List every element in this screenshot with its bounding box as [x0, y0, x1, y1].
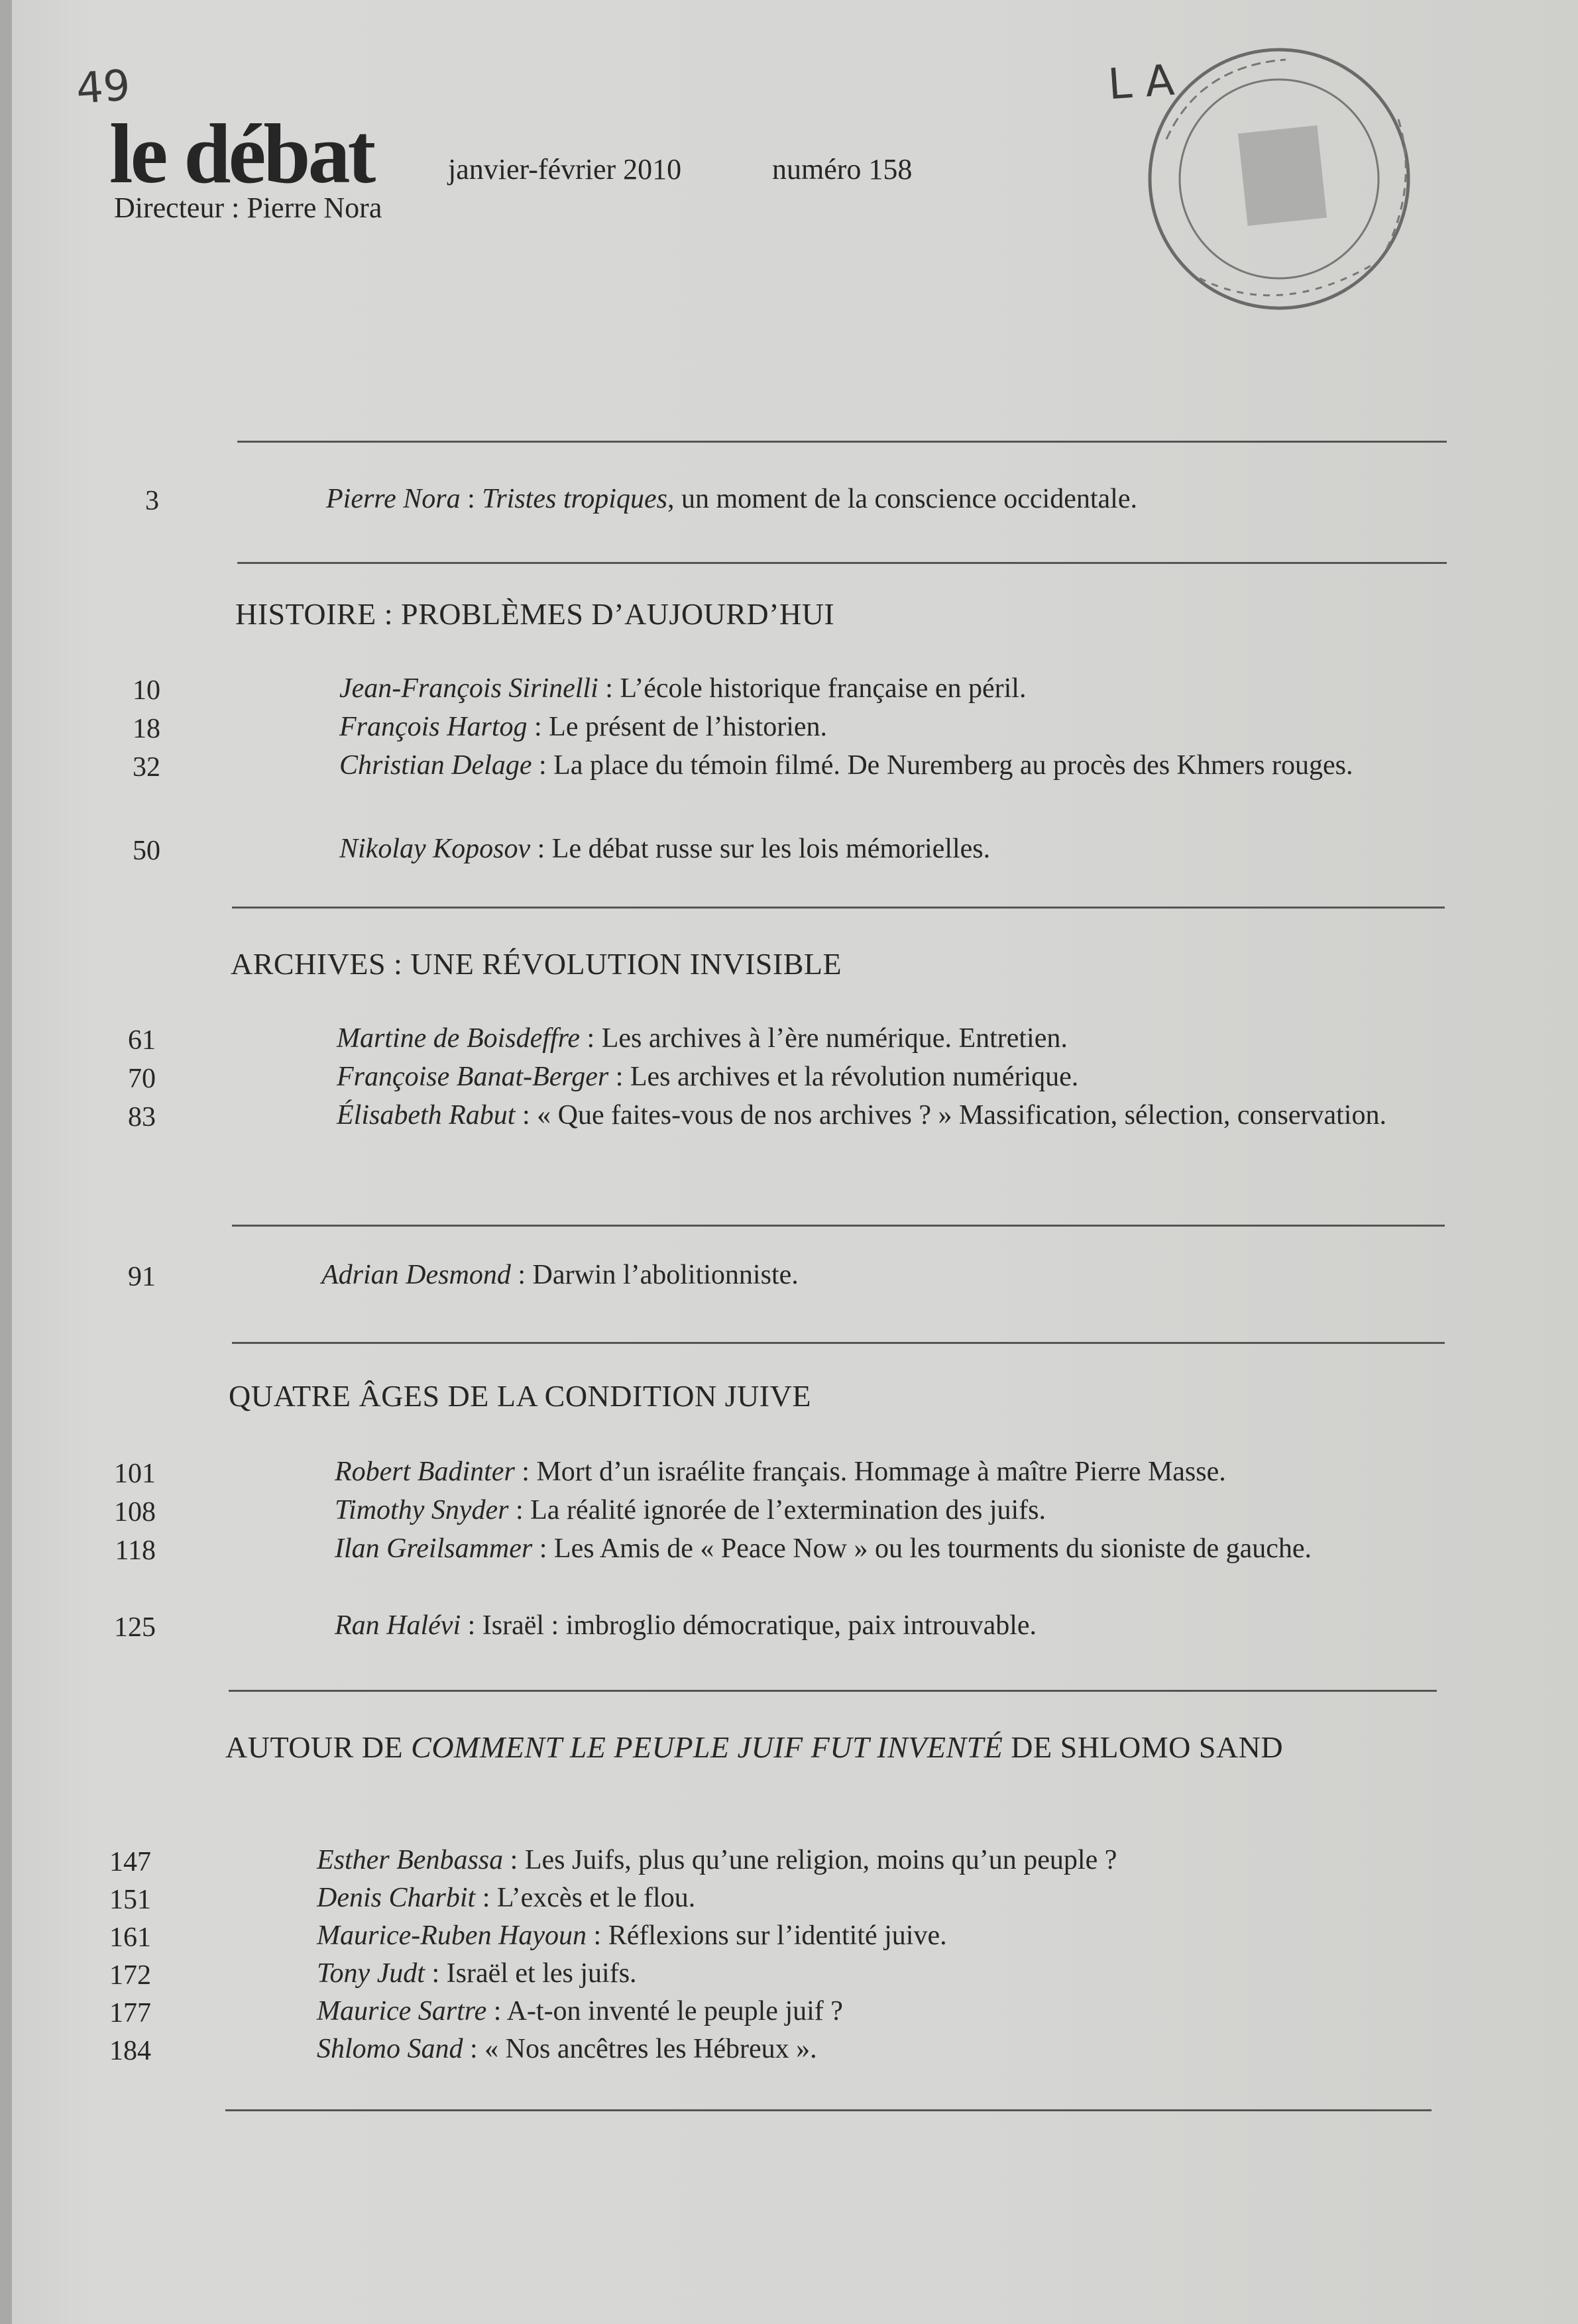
- toc-entry: [321, 1257, 1441, 1293]
- entry-page: 125: [114, 1612, 156, 1643]
- toc-entry: [339, 747, 1446, 783]
- entry-title: : « Nos ancêtres les Hébreux ».: [463, 2034, 817, 2064]
- issue-number: numéro 158: [772, 153, 913, 186]
- toc-entry: [339, 831, 1446, 867]
- entry-title: : L’école historique française en péril.: [598, 673, 1027, 704]
- entry-title: : « Que faites-vous de nos archives ? » Massification, sélection, conservation.: [515, 1100, 1386, 1131]
- entry-page: 108: [114, 1497, 156, 1527]
- entry-title: : Le présent de l’historien.: [527, 712, 828, 742]
- entry-page: 101: [114, 1459, 156, 1489]
- entry-title: , un moment de la conscience occidentale.: [667, 484, 1137, 514]
- entry-title: : Israël : imbroglio démocratique, paix introuvable.: [461, 1610, 1037, 1641]
- section-heading: QUATRE ÂGES DE LA CONDITION JUIVE: [229, 1379, 811, 1413]
- entry-title: : Les Amis de « Peace Now » ou les tourments du sioniste de gauche.: [532, 1533, 1312, 1564]
- entry-author: Maurice Sartre: [317, 1996, 487, 2026]
- issue-date: janvier-février 2010: [448, 153, 682, 186]
- entry-title: : L’excès et le flou.: [475, 1883, 696, 1913]
- toc-entry: [335, 1492, 1441, 1528]
- entry-author: Pierre Nora: [326, 484, 461, 514]
- toc-entry: [337, 1059, 1443, 1095]
- entry-title: : A-t-on inventé le peuple juif ?: [486, 1996, 843, 2026]
- entry-page: 32: [133, 752, 160, 783]
- entry-author: Jean-François Sirinelli: [339, 673, 598, 704]
- entry-title: : Mort d’un israélite français. Hommage à maître Pierre Masse.: [514, 1457, 1226, 1487]
- rule: [232, 1225, 1445, 1227]
- toc-entry: [317, 1956, 1437, 1991]
- entry-title: : Le débat russe sur les lois mémorielles.: [530, 834, 991, 864]
- rule: [225, 2109, 1432, 2111]
- entry-page: 10: [133, 675, 160, 706]
- entry-page: 118: [115, 1535, 156, 1566]
- entry-page: 177: [109, 1998, 151, 2028]
- toc-entry: [335, 1608, 1441, 1643]
- entry-page: 61: [128, 1025, 156, 1056]
- rule: [237, 562, 1447, 564]
- toc-entry: [317, 1993, 1437, 2029]
- entry-author: Ilan Greilsammer: [335, 1533, 533, 1564]
- toc-entry: [337, 1097, 1443, 1133]
- toc-entry: [317, 2031, 1437, 2067]
- entry-page: 172: [109, 1960, 151, 1991]
- entry-author: Esther Benbassa: [317, 1845, 504, 1875]
- entry-author: François Hartog: [339, 712, 528, 742]
- entry-title: : Réflexions sur l’identité juive.: [587, 1920, 947, 1951]
- toc-entry: [335, 1531, 1441, 1567]
- entry-page: 3: [145, 486, 159, 516]
- toc-entry: [317, 1880, 1437, 1916]
- binding-edge: [0, 0, 12, 2324]
- entry-page: 147: [109, 1847, 151, 1877]
- toc-entry: [339, 671, 1446, 706]
- toc-entry: [339, 709, 1446, 745]
- entry-page: 151: [109, 1885, 151, 1915]
- entry-author: Martine de Boisdeffre: [337, 1023, 581, 1054]
- section-heading: ARCHIVES : UNE RÉVOLUTION INVISIBLE: [231, 947, 842, 981]
- entry-author: Élisabeth Rabut: [337, 1100, 516, 1131]
- entry-title: : La place du témoin filmé. De Nuremberg au procès des Khmers rouges.: [532, 750, 1353, 781]
- director-line: Directeur : Pierre Nora: [114, 192, 382, 224]
- entry-author: Shlomo Sand: [317, 2034, 463, 2064]
- entry-title: : Les archives et la révolution numérique.: [608, 1062, 1079, 1092]
- rule: [232, 907, 1445, 909]
- entry-author: Timothy Snyder: [335, 1495, 509, 1525]
- entry-page: 91: [128, 1262, 156, 1292]
- entry-author: Robert Badinter: [335, 1457, 515, 1487]
- toc-entry: [317, 1842, 1437, 1878]
- entry-page: 161: [109, 1922, 151, 1953]
- handwritten-note: 49: [74, 61, 132, 114]
- entry-work-title: Tristes tropiques: [482, 484, 667, 514]
- entry-author: Françoise Banat-Berger: [337, 1062, 609, 1092]
- entry-page: 18: [133, 714, 160, 744]
- entry-title: : Darwin l’abolitionniste.: [510, 1260, 799, 1290]
- section-heading: HISTOIRE : PROBLÈMES D’AUJOURD’HUI: [235, 597, 835, 631]
- entry-author: Nikolay Koposov: [339, 834, 531, 864]
- toc-entry: [335, 1454, 1441, 1490]
- section-heading: AUTOUR DE COMMENT LE PEUPLE JUIF FUT INVENTÉ DE SHLOMO SAND: [225, 1730, 1284, 1764]
- entry-author: Adrian Desmond: [321, 1260, 511, 1290]
- handwritten-initials: L A: [1106, 56, 1176, 110]
- entry-page: 70: [128, 1064, 156, 1094]
- entry-page: 184: [109, 2036, 151, 2066]
- entry-author: Maurice-Ruben Hayoun: [317, 1920, 587, 1951]
- entry-author: Christian Delage: [339, 750, 532, 781]
- book-title: COMMENT LE PEUPLE JUIF FUT INVENTÉ: [411, 1730, 1003, 1764]
- rule: [237, 441, 1447, 443]
- toc-entry: Pierre Nora : Tristes tropiques, un moment de la conscience occidentale.: [326, 484, 1137, 514]
- entry-title: : Les Juifs, plus qu’une religion, moins qu’un peuple ?: [503, 1845, 1117, 1875]
- rule: [229, 1690, 1437, 1692]
- toc-entry: [317, 1918, 1437, 1954]
- entry-author: Denis Charbit: [317, 1883, 476, 1913]
- entry-title: : La réalité ignorée de l’extermination des juifs.: [508, 1495, 1046, 1525]
- rule: [232, 1342, 1445, 1344]
- entry-page: 83: [128, 1102, 156, 1133]
- entry-title: : Israël et les juifs.: [424, 1958, 637, 1989]
- library-stamp: [1120, 40, 1438, 318]
- entry-page: 50: [133, 836, 160, 866]
- journal-title: le débat: [109, 107, 374, 201]
- toc-entry: [337, 1021, 1443, 1056]
- entry-title: : Les archives à l’ère numérique. Entretien.: [580, 1023, 1068, 1054]
- entry-author: Tony Judt: [317, 1958, 425, 1989]
- entry-author: Ran Halévi: [335, 1610, 461, 1641]
